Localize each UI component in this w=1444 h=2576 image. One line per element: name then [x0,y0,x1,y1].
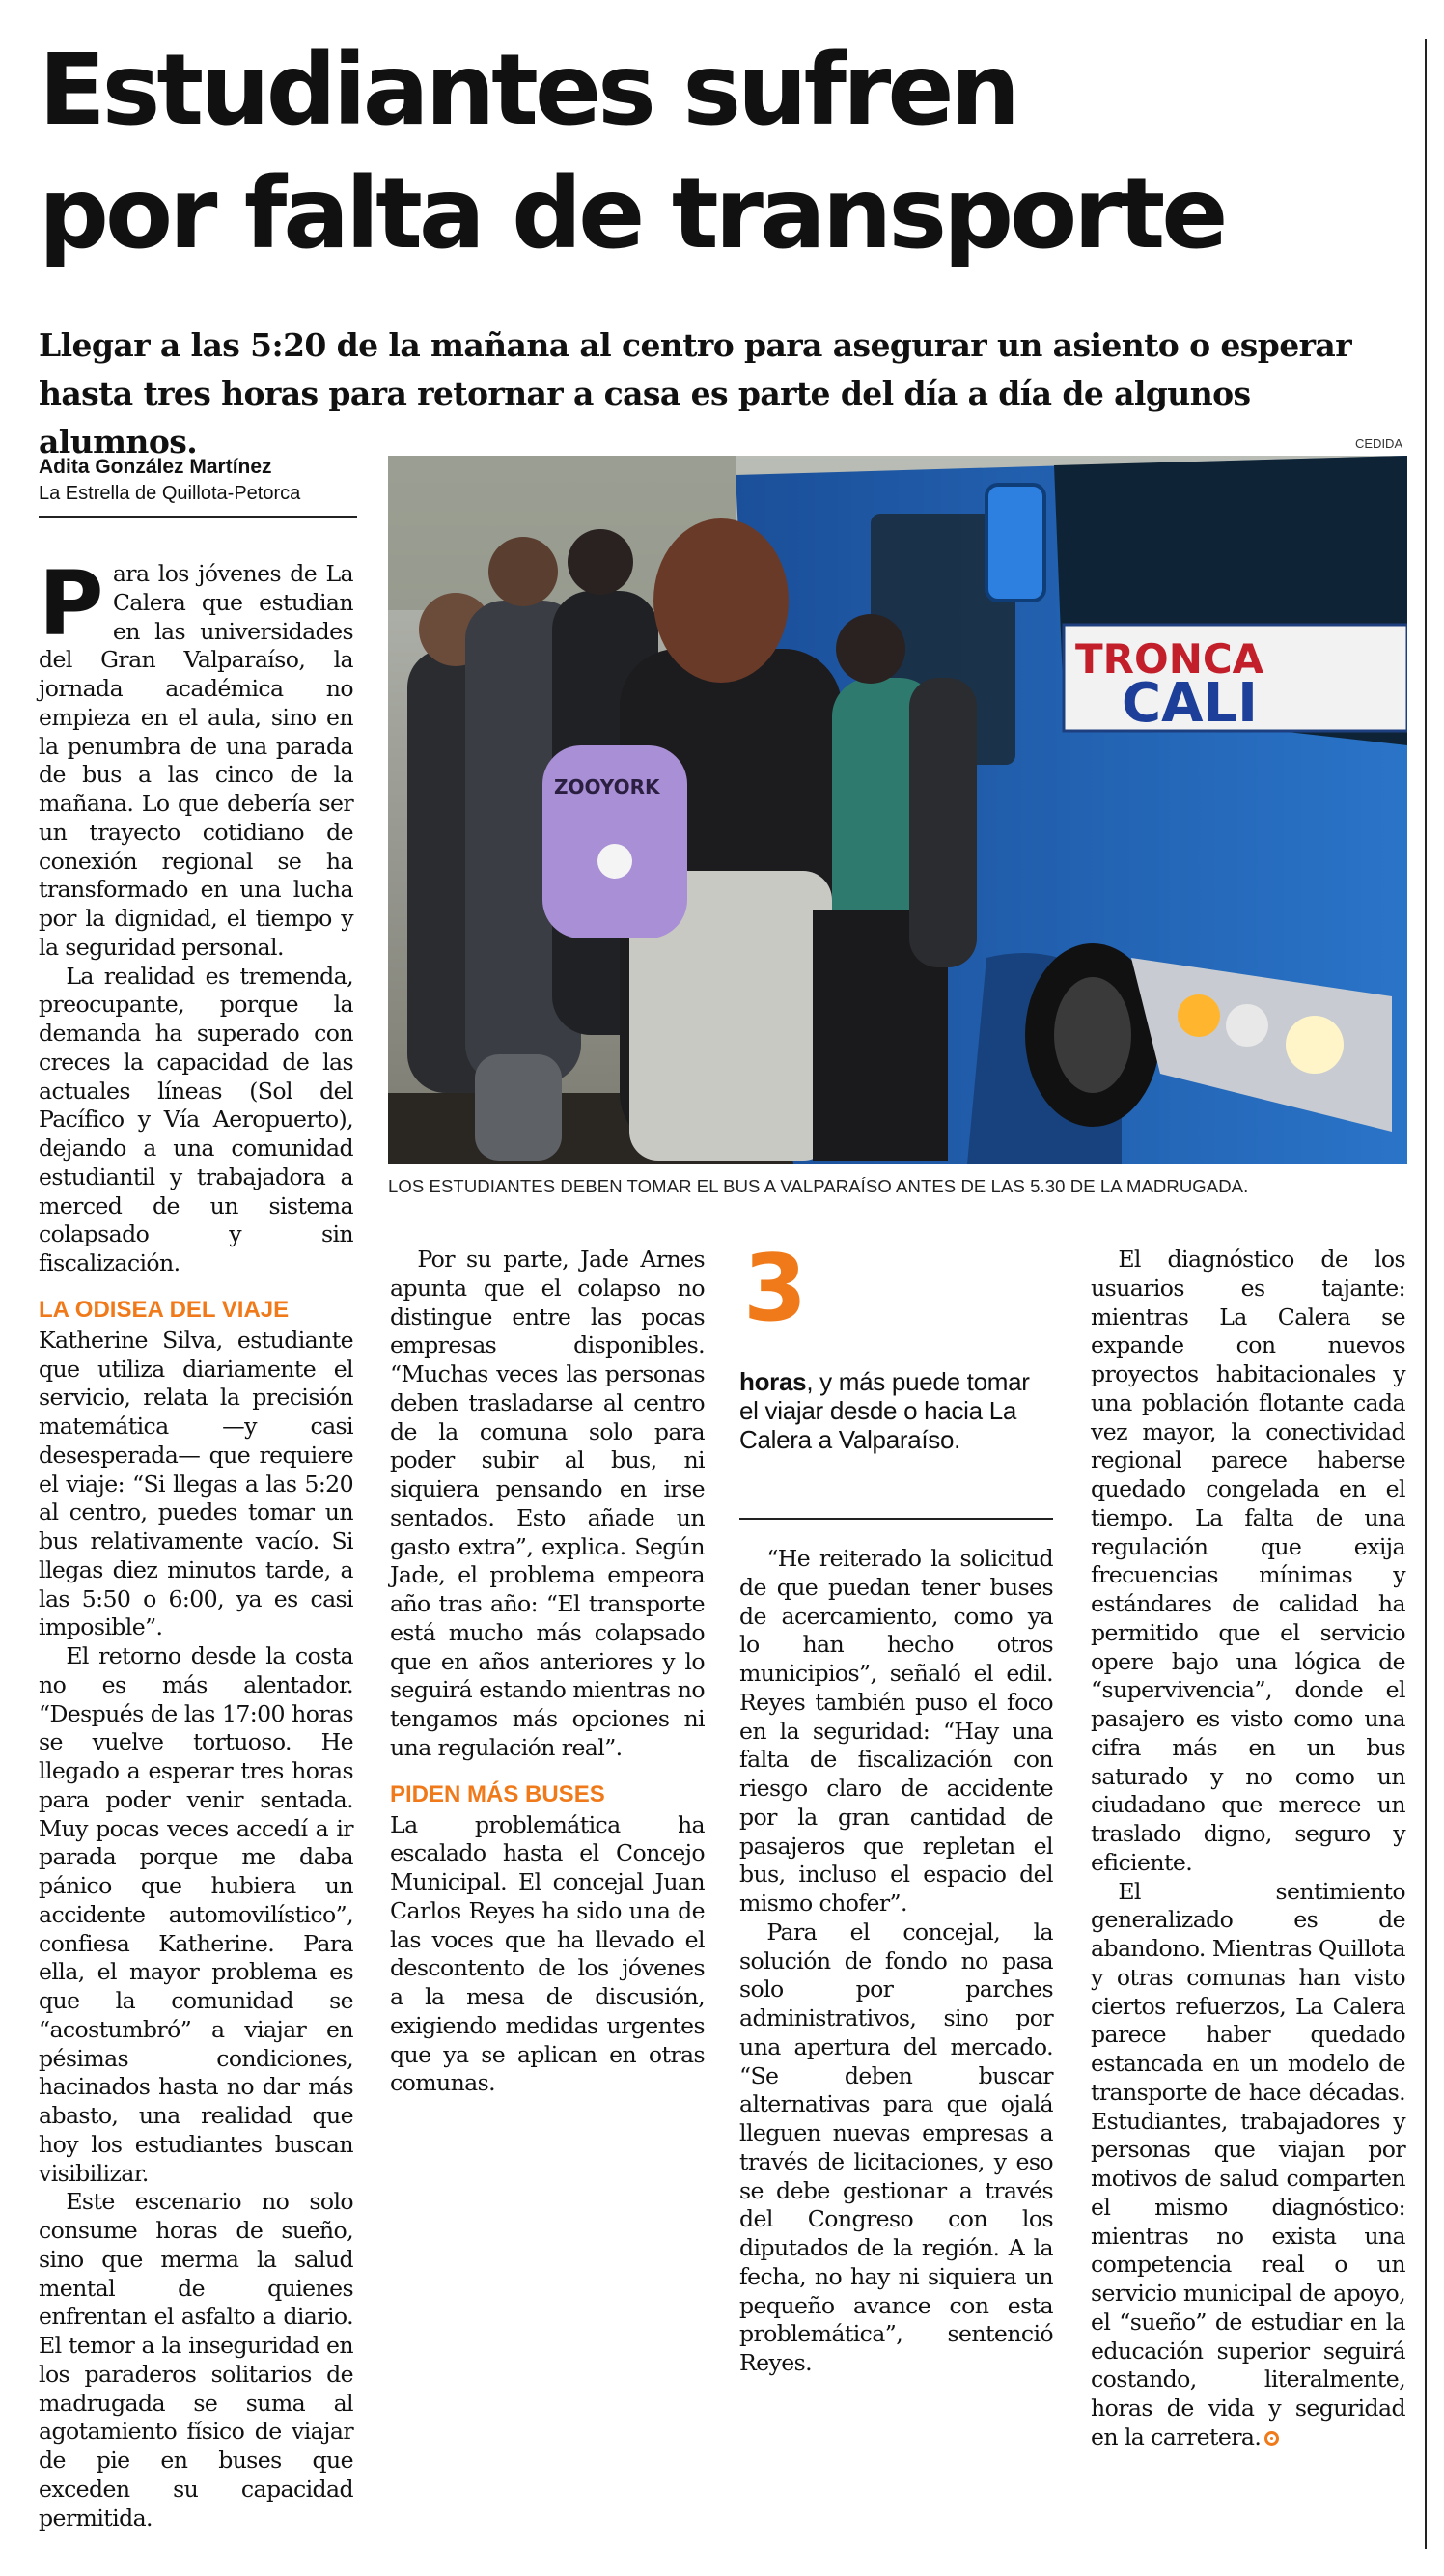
article-column-3 [739,1545,1053,2378]
article-column-4 [1091,1246,1405,2452]
photo-illustration [388,456,1407,1164]
stat-number: 3 [743,1236,808,1342]
article-paragraph: Este escenario no solo consume horas de sueño, sino que merma la salud mental de quienes enfrentan el asfalto a diario. El temor a la inseguridad en los paraderos solitarios de madrugada se suma al agotamiento físico de viajar de pie en buses que exceden su capacidad permitida. [39,2188,353,2532]
plastic-bag [475,1054,562,1161]
drop-cap: P [39,552,103,656]
article-paragraph: Para el concejal, la solución de fondo no pasa solo por parches administrativos, sino por una apertura del mercado. “Se deben buscar alternativas para que ojalá lleguen nuevas empresas a través de licitaciones, y eso se debe gestionar a través del Congreso con los diputados de la región. A la fecha, no hay ni siquiera un pequeño avance con esta problemática”, sentenció Reyes. [739,1918,1053,2376]
stat-bold: horas [739,1367,807,1396]
article-column-2 [390,1246,705,2098]
paragraph-text: El sentimiento generalizado es de abandono. Mientras Quillota y otras comunas han visto ciertos refuerzos, La Calera parece haber quedado estancada en un modelo de transporte de hace décadas. Estudiantes, trabajadores y personas que viajan por motivos de salud comparten el mismo diagnóstico: mientras no exista una competencia real o un servicio municipal de apoyo, el “sueño” de estudiar en la educación superior seguirá costando, literalmente, horas de vida y seguridad en la carretera. [1091,1877,1405,2450]
subheadline: Llegar a las 5:20 de la mañana al centro para asegurar un asiento o esperar hasta tres horas para retornar a casa es parte del día a día de algunos alumnos. [39,326,1351,461]
article-paragraph: La problemática ha escalado hasta el Concejo Municipal. El concejal Juan Carlos Reyes ha sido una de las voces que ha llevado el descontento de los jóvenes a la mesa de discusión, exigiendo medidas urgentes que ya se aplican en otras comunas. [390,1810,705,2097]
paragraph-text: ara los jóvenes de La Calera que estudian en las universidades del Gran Valparaíso, la jornada académica no empieza en el aula, sino en la penumbra de una parada de bus a las cinco de la mañana. Lo que debería ser un trayecto cotidiano de conexión regional se ha transformado en una lucha por la dignidad, el tiempo y la seguridad personal. [39,560,353,961]
stat-divider [739,1518,1053,1520]
article-paragraph [1091,1878,1405,2452]
headline [39,29,1371,276]
article-column-1 [39,552,353,2533]
section-heading-odisea: LA ODISEA DEL VIAJE [39,1296,290,1323]
article-paragraph: “He reiterado la solicitud de que puedan tener buses de acercamiento, como ya lo han hecho otros municipios”, señaló el edil. Reyes también puso el foco en la seguridad: “Hay una falta de fiscalización con riesgo claro de accidente por la gran cantidad de pasajeros que repletan el bus, incluso el espacio del mismo chofer”. [739,1545,1053,1917]
bus-sign-line-2: CALI [1122,672,1258,735]
stat-text [739,1367,1053,1454]
article-paragraph: El diagnóstico de los usuarios es tajante: mientras La Calera se expande con nuevos proyectos habitacionales y una población flotante cada vez mayor, la conectividad regional parece haberse quedado congelada en el tiempo. La falta de una regulación que exija frecuencias mínimas y estándares de calidad ha permitido que el servicio opere bajo una lógica de “supervivencia”, donde el pasajero es visto como una cifra más en un bus saturado y no como un ciudadano que merece un traslado digno, seguro y eficiente. [1091,1246,1405,1876]
bus-boarding-photo [388,456,1407,1164]
page-edge-rule [1425,39,1427,2549]
article-paragraph: Por su parte, Jade Arnes apunta que el colapso no distingue entre las pocas empresas disponibles. “Muchas veces las personas deben trasladarse al centro de la comuna solo para poder subir al bus, ni siquiera pensando en irse sentados. Esto añade un gasto extra”, explica. Según Jade, el problema empeora año tras año: “El transporte está mucho más colapsado que en años anteriores y lo seguirá estando mientras no tengamos más opciones ni una regulación real”. [390,1246,705,1761]
end-of-article-icon [1264,2431,1279,2446]
article-paragraph: Katherine Silva, estudiante que utiliza diariamente el servicio, relata la precisión matemática —y casi desesperada— que requiere el viaje: “Si llegas a las 5:20 al centro, puedes tomar un bus relativamente vacío. Si llegas diez minutos tarde, a las 5:50 o 6:00, ya es casi imposible”. [39,1326,353,1641]
article-paragraph: La realidad es tremenda, preocupante, porque la demanda ha superado con creces la capacidad de las actuales líneas (Sol del Pacífico y Vía Aeropuerto), dejando a una comunidad estudiantil y trabajadora a merced de un sistema colapsado y sin fiscalización. [39,962,353,1276]
publication-name: La Estrella de Quillota-Petorca [39,483,301,504]
headline-line-2: por falta de transporte [39,156,1225,271]
backpack-logo: ZOOYORK [554,775,660,798]
stat-rest: , y más puede tomar el viajar desde o hacia La Calera a Valparaíso. [739,1367,1030,1454]
headline-line-1: Estudiantes sufren [39,33,1017,148]
article-paragraph [39,552,353,963]
author-name: Adita González Martínez [39,456,272,478]
photo-caption: LOS ESTUDIANTES DEBEN TOMAR EL BUS A VALPARAÍSO ANTES DE LAS 5.30 DE LA MADRUGADA. [388,1176,1249,1196]
bus-sign-line-1: TRONCA [1075,635,1264,683]
article-paragraph: El retorno desde la costa no es más alentador. “Después de las 17:00 horas se vuelve tortuoso. He llegado a esperar tres horas para poder venir sentada. Muy pocas veces accedí a ir parada porque me daba pánico que hubiera un accidente automovilístico”, confiesa Katherine. Para ella, el mayor problema es que la comunidad se “acostumbró” a viajar en pésimas condiciones, hacinados hasta no dar más abasto, una realidad que hoy los estudiantes buscan visibilizar. [39,1642,353,2187]
photo-credit: CEDIDA [1355,436,1403,451]
backpack [542,745,687,938]
byline [39,454,357,518]
section-heading-buses: PIDEN MÁS BUSES [390,1780,605,1807]
